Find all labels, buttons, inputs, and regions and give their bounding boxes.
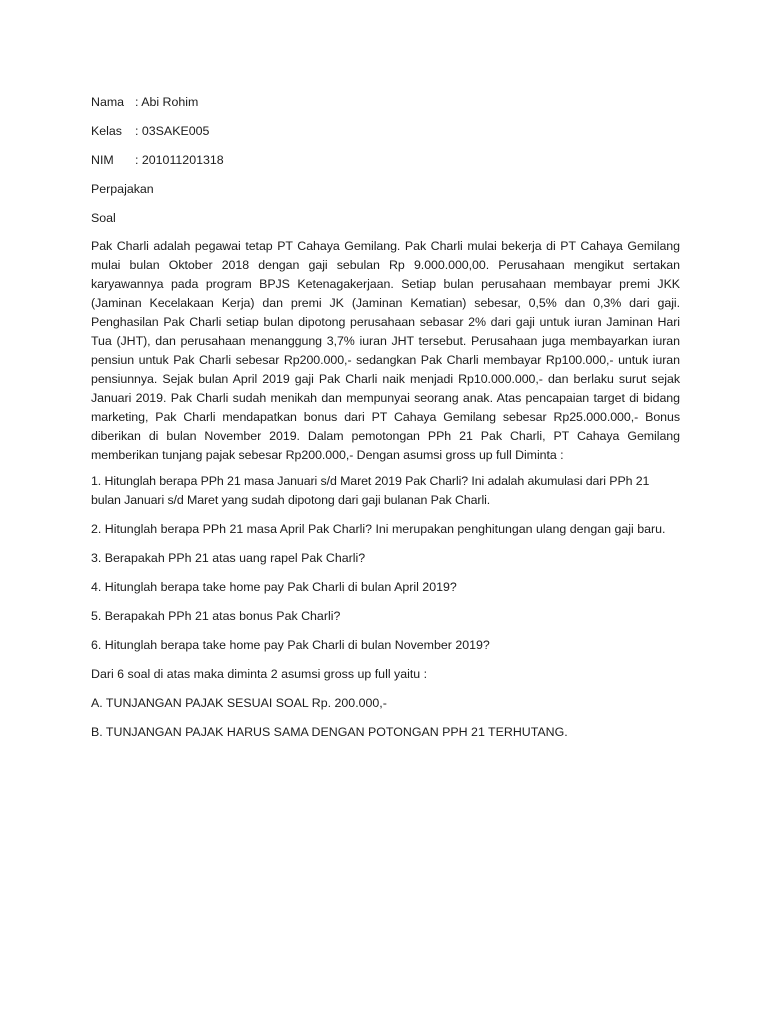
student-name-row bbox=[91, 92, 680, 112]
nim-label: NIM bbox=[91, 153, 114, 167]
name-label: Nama bbox=[91, 95, 125, 109]
nim-value: : 201011201318 bbox=[135, 153, 224, 167]
question-2: 2. Hitunglah berapa PPh 21 masa April Pak Charli? Ini merupakan penghitungan ulang dengan gaji baru. bbox=[91, 522, 666, 536]
question-4: 4. Hitunglah berapa take home pay Pak Charli di bulan April 2019? bbox=[91, 580, 457, 594]
gross-up-intro: Dari 6 soal di atas maka diminta 2 asumsi gross up full yaitu : bbox=[91, 667, 428, 681]
case-paragraph: Pak Charli adalah pegawai tetap PT Cahaya Gemilang. Pak Charli mulai bekerja di PT Cahaya Gemilang mulai bulan Oktober 2018 dengan gaji sebulan Rp 9.000.000,00. Perusahaan mengikut sertakan karyawannya pada program BPJS Ketenagakerjaan. Setiap bulan perusahaan membayar premi JKK (Jaminan Kecelakaan Kerja) dan premi JK (Jaminan Kematian) sebesar, 0,5% dan 0,3% dari gaji. Penghasilan Pak Charli setiap bulan dipotong perusahaan sebasar 2% dari gaji untuk iuran Jaminan Hari Tua (JHT), dan perusahaan menanggung 3,7% iuran JHT tersebut. Perusahaan juga membayarkan iuran pensiun untuk Pak Charli sebesar Rp200.000,- sedangkan Pak Charli membayar Rp100.000,- untuk iuran pensiunnya. Sejak bulan April 2019 gaji Pak Charli naik menjadi Rp10.000.000,- dan berlaku surut sejak Januari 2019. Pak Charli sudah menikah dan mempunyai seorang anak. Atas pencapaian target di bidang marketing, Pak Charli mendapatkan bonus dari PT Cahaya Gemilang sebesar Rp25.000.000,- Bonus diberikan di bulan November 2019. Dalam pemotongan PPh 21 Pak Charli, PT Cahaya Gemilang memberikan tunjang pajak sebesar Rp200.000,- Dengan asumsi gross up full Diminta : bbox=[91, 239, 680, 462]
assumption-b: B. TUNJANGAN PAJAK HARUS SAMA DENGAN POTONGAN PPH 21 TERHUTANG. bbox=[91, 725, 568, 739]
assumption-a: A. TUNJANGAN PAJAK SESUAI SOAL Rp. 200.000,- bbox=[91, 696, 387, 710]
class-value: : 03SAKE005 bbox=[135, 124, 210, 138]
question-6: 6. Hitunglah berapa take home pay Pak Charli di bulan November 2019? bbox=[91, 638, 490, 652]
question-5: 5. Berapakah PPh 21 atas bonus Pak Charli? bbox=[91, 609, 341, 623]
class-label: Kelas bbox=[91, 124, 122, 138]
student-class-row bbox=[91, 121, 680, 141]
name-value: : Abi Rohim bbox=[135, 95, 199, 109]
student-nim-row bbox=[91, 150, 680, 170]
subject-title: Perpajakan bbox=[91, 182, 154, 196]
document-content bbox=[91, 92, 680, 752]
question-3: 3. Berapakah PPh 21 atas uang rapel Pak Charli? bbox=[91, 551, 366, 565]
question-1: 1. Hitunglah berapa PPh 21 masa Januari s/d Maret 2019 Pak Charli? Ini adalah akumulasi dari PPh 21 bulan Januari s/d Maret yang sudah dipotong dari gaji bulanan Pak Charli. bbox=[91, 474, 650, 507]
soal-heading: Soal bbox=[91, 211, 116, 225]
